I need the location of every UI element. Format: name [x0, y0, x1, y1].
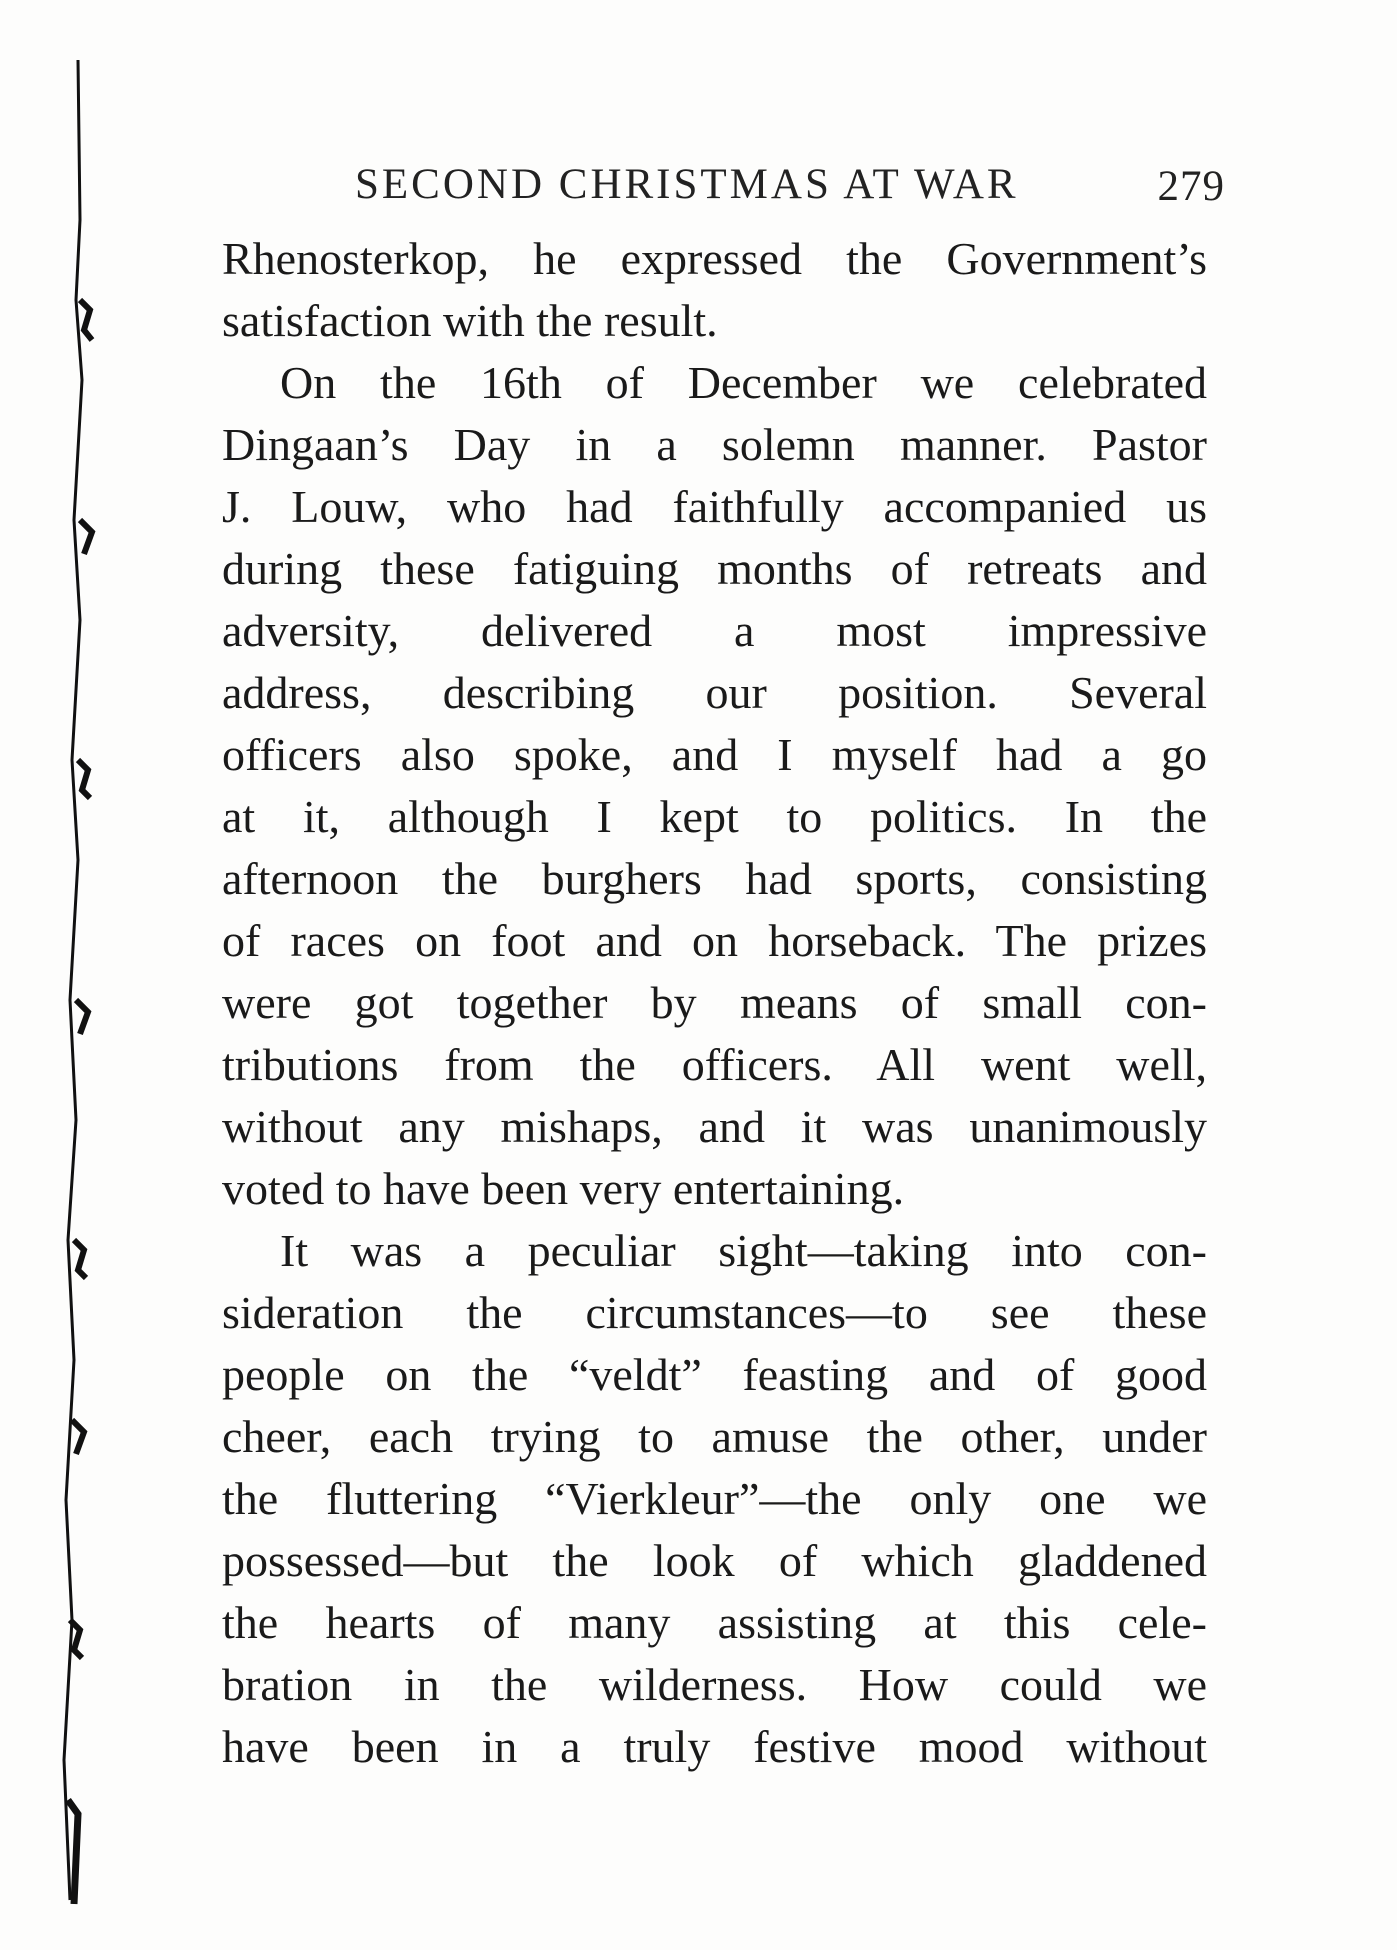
text-line: at it, although I kept to politics. In the [222, 791, 1207, 842]
text-line: address, describing our position. Several [222, 667, 1207, 718]
text-line: without any mishaps, and it was unanimously [222, 1101, 1207, 1152]
text-line: of races on foot and on horseback. The prizes [222, 915, 1207, 966]
text-line: afternoon the burghers had sports, consisting [222, 853, 1207, 904]
text-line: tributions from the officers. All went well, [222, 1039, 1207, 1090]
text-line: voted to have been very entertaining. [222, 1163, 905, 1214]
text-line: people on the “veldt” feasting and of good [222, 1349, 1207, 1400]
text-line: cheer, each trying to amuse the other, under [222, 1411, 1207, 1462]
text-line: during these fatiguing months of retreats and [222, 543, 1207, 594]
binding-edge-shadow [0, 0, 110, 1950]
text-line: the hearts of many assisting at this cele- [222, 1597, 1207, 1648]
text-line: adversity, delivered a most impressive [222, 605, 1207, 656]
text-line: sideration the circumstances—to see these [222, 1287, 1207, 1338]
running-head [355, 160, 1225, 220]
text-line: were got together by means of small con- [222, 977, 1207, 1028]
text-line: J. Louw, who had faithfully accompanied us [222, 481, 1207, 532]
text-line: Dingaan’s Day in a solemn manner. Pastor [222, 419, 1207, 470]
text-line: On the 16th of December we celebrated [280, 357, 1207, 408]
text-line: officers also spoke, and I myself had a go [222, 729, 1207, 780]
text-line: the fluttering “Vierkleur”—the only one we [222, 1473, 1207, 1524]
body-text [222, 228, 1207, 1828]
page-number: 279 [1157, 163, 1225, 210]
text-line: possessed—but the look of which gladdened [222, 1535, 1207, 1586]
text-line: It was a peculiar sight—taking into con- [280, 1225, 1207, 1276]
running-head-title: SECOND CHRISTMAS AT WAR [355, 161, 1019, 208]
text-line: satisfaction with the result. [222, 295, 718, 346]
text-line: have been in a truly festive mood without [222, 1721, 1207, 1772]
text-line: Rhenosterkop, he expressed the Government’s [222, 233, 1207, 284]
text-line: bration in the wilderness. How could we [222, 1659, 1207, 1710]
